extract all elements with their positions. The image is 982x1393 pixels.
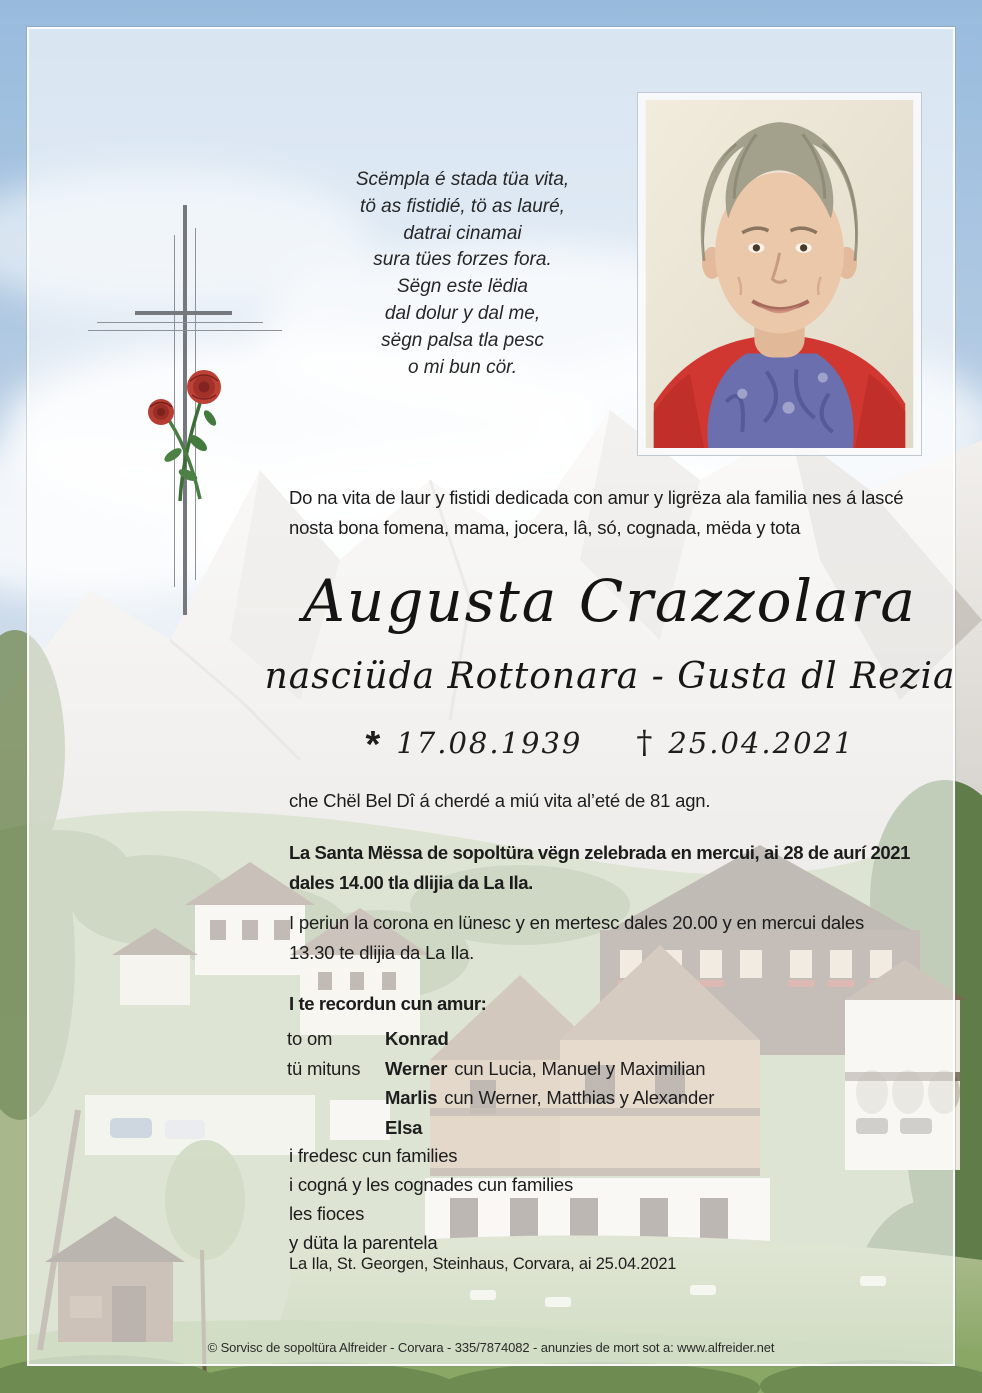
deceased-name: Augusta Crazzolara [303, 567, 917, 635]
family-member-rest: cun Werner, Matthias y Alexander [444, 1087, 715, 1108]
mourner-line: i fredesc cun families [289, 1145, 458, 1166]
mourner-line: y düta la parentela [289, 1232, 438, 1253]
cross-horizontal-line-1 [97, 322, 263, 323]
birth-date: 17.08.1939 [396, 726, 583, 760]
family-member-name: Elsa [385, 1116, 423, 1138]
poem-line: o mi bun cör. [407, 356, 518, 378]
remembrance-heading: I te recordun cun amur: [289, 993, 487, 1014]
death-date-group [636, 723, 854, 761]
poem-line: sëgn palsa tla pesc [381, 329, 544, 351]
family-row-label [287, 1113, 385, 1143]
cross-horizontal-bar [135, 311, 232, 315]
family-row-label: tü mituns [287, 1057, 361, 1079]
place-date-line: La Ila, St. Georgen, Steinhaus, Corvara, ai 25.04.2021 [289, 1255, 677, 1273]
intro-line: nosta bona fomena, mama, jocera, lâ, só, cognada, mëda y tota [289, 517, 801, 538]
mass-line: dales 14.00 tla dlijia da La Ila. [289, 872, 533, 893]
family-member-name: Marlis [385, 1087, 438, 1108]
family-row-label [287, 1083, 385, 1113]
intro-line: Do na vita de laur y fistidi dedicada con amur y ligrëza ala familia nes á lascé [289, 487, 904, 508]
family-member-name: Konrad [385, 1028, 449, 1049]
birth-star-icon: * [365, 724, 381, 766]
death-cross-icon: † [636, 723, 653, 761]
family-list [287, 1024, 714, 1142]
portrait-illustration [645, 100, 914, 448]
family-row-value [385, 1113, 714, 1143]
poem-line: Scëmpla é stada tüa vita, [355, 169, 570, 190]
birth-date-group [365, 720, 583, 766]
footer-credit: © Sorvisc de sopoltüra Alfreider - Corvara - 335/7874082 - anunzies de mort sot a: www.alfreider.net [207, 1340, 775, 1355]
mourner-line: i cogná y les cognades cun families [289, 1174, 574, 1195]
poem-line: sura tües forzes fora. [373, 249, 552, 271]
memorial-cross [62, 200, 312, 620]
family-row-label: to om [287, 1028, 333, 1049]
family-row-value [385, 1054, 714, 1084]
death-date: 25.04.2021 [668, 726, 855, 760]
rosary-line: I periun la corona en lünesc y en mertesc dales 20.00 y en mercui dales [289, 912, 865, 933]
cross-horizontal-line-2 [88, 330, 282, 331]
family-row-value [385, 1024, 714, 1054]
poem-line: tö as fistidié, tö as lauré, [360, 195, 565, 217]
rosary-line: 13.30 te dlijia da La Ila. [289, 942, 475, 963]
memorial-poem [280, 167, 645, 381]
life-dates [240, 720, 980, 766]
family-row-value [385, 1083, 714, 1113]
rosary-paragraph [289, 908, 864, 968]
roses-icon [140, 363, 234, 505]
family-member-rest: cun Lucia, Manuel y Maximilian [454, 1057, 706, 1079]
extra-mourners [289, 1141, 573, 1257]
poem-line: Sëgn este lëdia [397, 276, 528, 298]
mass-line: La Santa Mëssa de sopoltüra vëgn zelebrada en mercui, ai 28 de aurí 2021 [289, 842, 911, 863]
age-line: che Chël Bel Dî á cherdé a miú vita al’eté de 81 agn. [289, 790, 711, 811]
maiden-name-line: nasciüda Rottonara - Gusta dl Rezia [264, 656, 956, 697]
family-member-name: Werner [385, 1057, 448, 1079]
funeral-mass-paragraph [289, 838, 910, 898]
poem-line: datrai cinamai [403, 222, 522, 244]
portrait-photo [637, 92, 922, 456]
mourner-line: les fioces [289, 1203, 365, 1224]
poem-line: dal dolur y dal me, [384, 302, 541, 324]
intro-paragraph [289, 483, 903, 543]
